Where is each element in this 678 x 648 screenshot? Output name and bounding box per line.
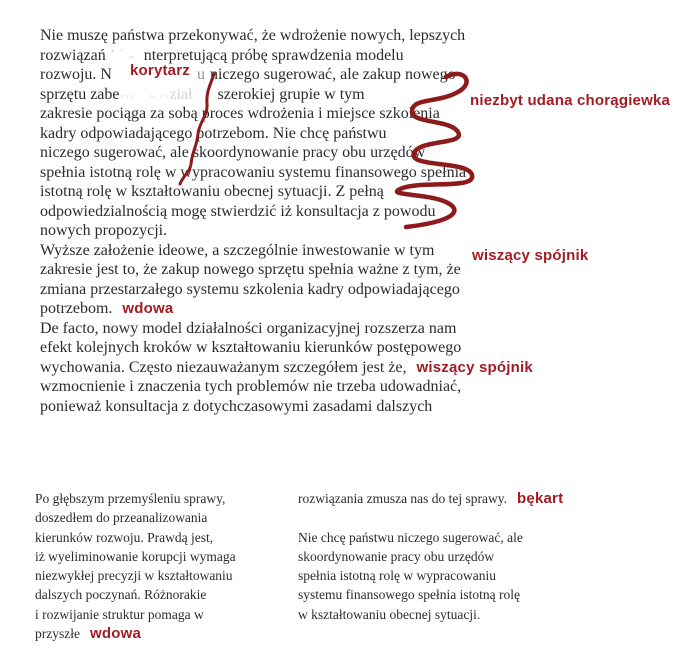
text-segment: rozwoju. N [40,66,112,83]
bottom-left-column [35,489,285,643]
text-segment: niczego sugerować, ale zakup nowego [209,66,456,83]
text-segment: niczego sugerować, ale skoordynowanie pracy obu urzędów [40,144,426,161]
text-line [40,338,510,358]
text-segment: Nie chcę państwu niczego sugerować, ale [298,529,523,545]
text-segment: nowych propozycji. [40,222,168,239]
text-segment: niezwykłej precyzji w kształtowaniu [35,568,233,584]
text-line [35,566,285,585]
text-segment: i rozwijanie struktur pomaga w [35,606,204,622]
text-segment: wzmocnienie i znaczenia tych problemów nie trzeba udowadniać, [40,378,462,395]
text-segment: efekt kolejnych kroków w kształtowaniu kierunków postępowego [40,339,462,356]
annotation-label: bękart [517,490,564,507]
text-segment: w kształtowaniu obecnej sytuacji. [298,606,481,622]
text-segment: Nie muszę państwa przekonywać, że wdrożenie nowych, lepszych [40,27,466,44]
text-segment: zakresie jest to, że zakup nowego sprzętu spełnia ważne z tym, że [40,261,461,278]
text-line [40,397,510,417]
text-line [298,585,563,604]
text-segment: wychowania. Często niezauważanym szczegółem jest że, [40,358,407,376]
text-line [40,26,510,46]
text-segment: potrzebom. [40,300,113,317]
text-line [40,104,510,124]
text-line [35,624,285,643]
text-segment: dalszych poczynań. Różnorakie [35,587,207,603]
text-line [40,163,510,183]
text-segment: ˓˓˓ [119,85,136,103]
text-segment: kadry odpowiadającego potrzebom. Nie chcę państwu [40,124,387,142]
text-line [40,260,510,280]
annotation-label: wiszący spójnik [416,358,533,376]
text-segment: De facto, nowy model działalności organizacyjnej rozszerza nam [40,319,457,337]
text-line [298,547,563,566]
text-line [40,377,510,397]
annotation-korytarz: korytarz [130,62,190,79]
text-line [298,528,563,547]
text-line [298,508,563,527]
text-segment: przyszłe [35,626,80,642]
text-segment: rozwiązań [40,46,110,64]
text-line [40,85,510,105]
text-segment: kierunków rozwoju. Prawdą jest, [35,529,214,545]
text-line [40,182,510,202]
text-line [40,358,533,378]
text-segment: spełnia istotną rolę w wypracowaniu [298,568,496,584]
text-segment: istotną rolę w kształtowaniu obecnej sytuacji. Z pełną [40,183,384,200]
text-line [35,489,285,508]
bottom-right-column [298,489,563,624]
text-line [35,605,285,624]
text-line [40,241,510,261]
text-line [35,508,285,527]
text-line [40,319,510,339]
text-segment: doszedłem do przeanalizowania [35,510,208,526]
text-segment: rozwiązania zmusza nas do tej sprawy. [298,491,508,506]
text-segment: szerokiej grupie w tym [217,85,365,103]
text-line [298,489,563,508]
text-segment: ˗ ˓˓ział [149,85,193,103]
text-segment: zmiana przestarzałego systemu szkolenia kadry odpowiadającego [40,280,460,298]
text-line [40,65,510,85]
text-line [40,202,510,222]
text-segment: systemu finansowego spełnia istotną rolę [298,587,520,603]
text-line [40,124,510,144]
text-line [298,566,563,585]
text-line [35,585,285,604]
text-line [40,143,510,163]
text-segment: Wyższe założenie ideowe, a szczególnie inwestowanie w tym [40,241,435,259]
text-segment: nterpretującą próbę sprawdzenia modelu [143,46,404,64]
annotation-wiszacy-spojnik: wiszący spójnik [472,247,589,264]
text-segment: Po głębszym przemyśleniu sprawy, [35,491,226,506]
main-paragraph-block [40,26,533,416]
text-segment: odpowiedzialnością mogę stwierdzić iż konsultacja z powodu [40,202,436,220]
annotation-label: wdowa [122,300,174,317]
text-line [40,280,510,300]
text-line [40,299,510,319]
text-line [40,221,510,241]
text-segment: skoordynowanie pracy obu urzędów [298,548,495,564]
text-segment: iż wyeliminowanie korupcji wymaga [35,548,236,564]
text-line [35,547,285,566]
text-line [298,605,563,624]
text-segment: zakresie pociąga za sobą proces wdrożenia i miejsce szkolenia [40,105,440,122]
text-segment: ponieważ konsultacja z dotychczasowymi zasadami dalszych [40,397,433,415]
text-segment: spełnia istotną rolę w wypracowaniu systemu finansowego spełnia [40,163,467,181]
text-segment: sprzętu zabe [40,85,120,103]
annotation-label: wdowa [89,625,141,643]
annotation-choragiewka: niezbyt udana chorągiewka [470,92,671,109]
text-segment: ʼ ˙ ˗ [109,46,134,64]
text-line [35,528,285,547]
text-line [40,46,510,66]
text-segment: u [196,66,205,83]
